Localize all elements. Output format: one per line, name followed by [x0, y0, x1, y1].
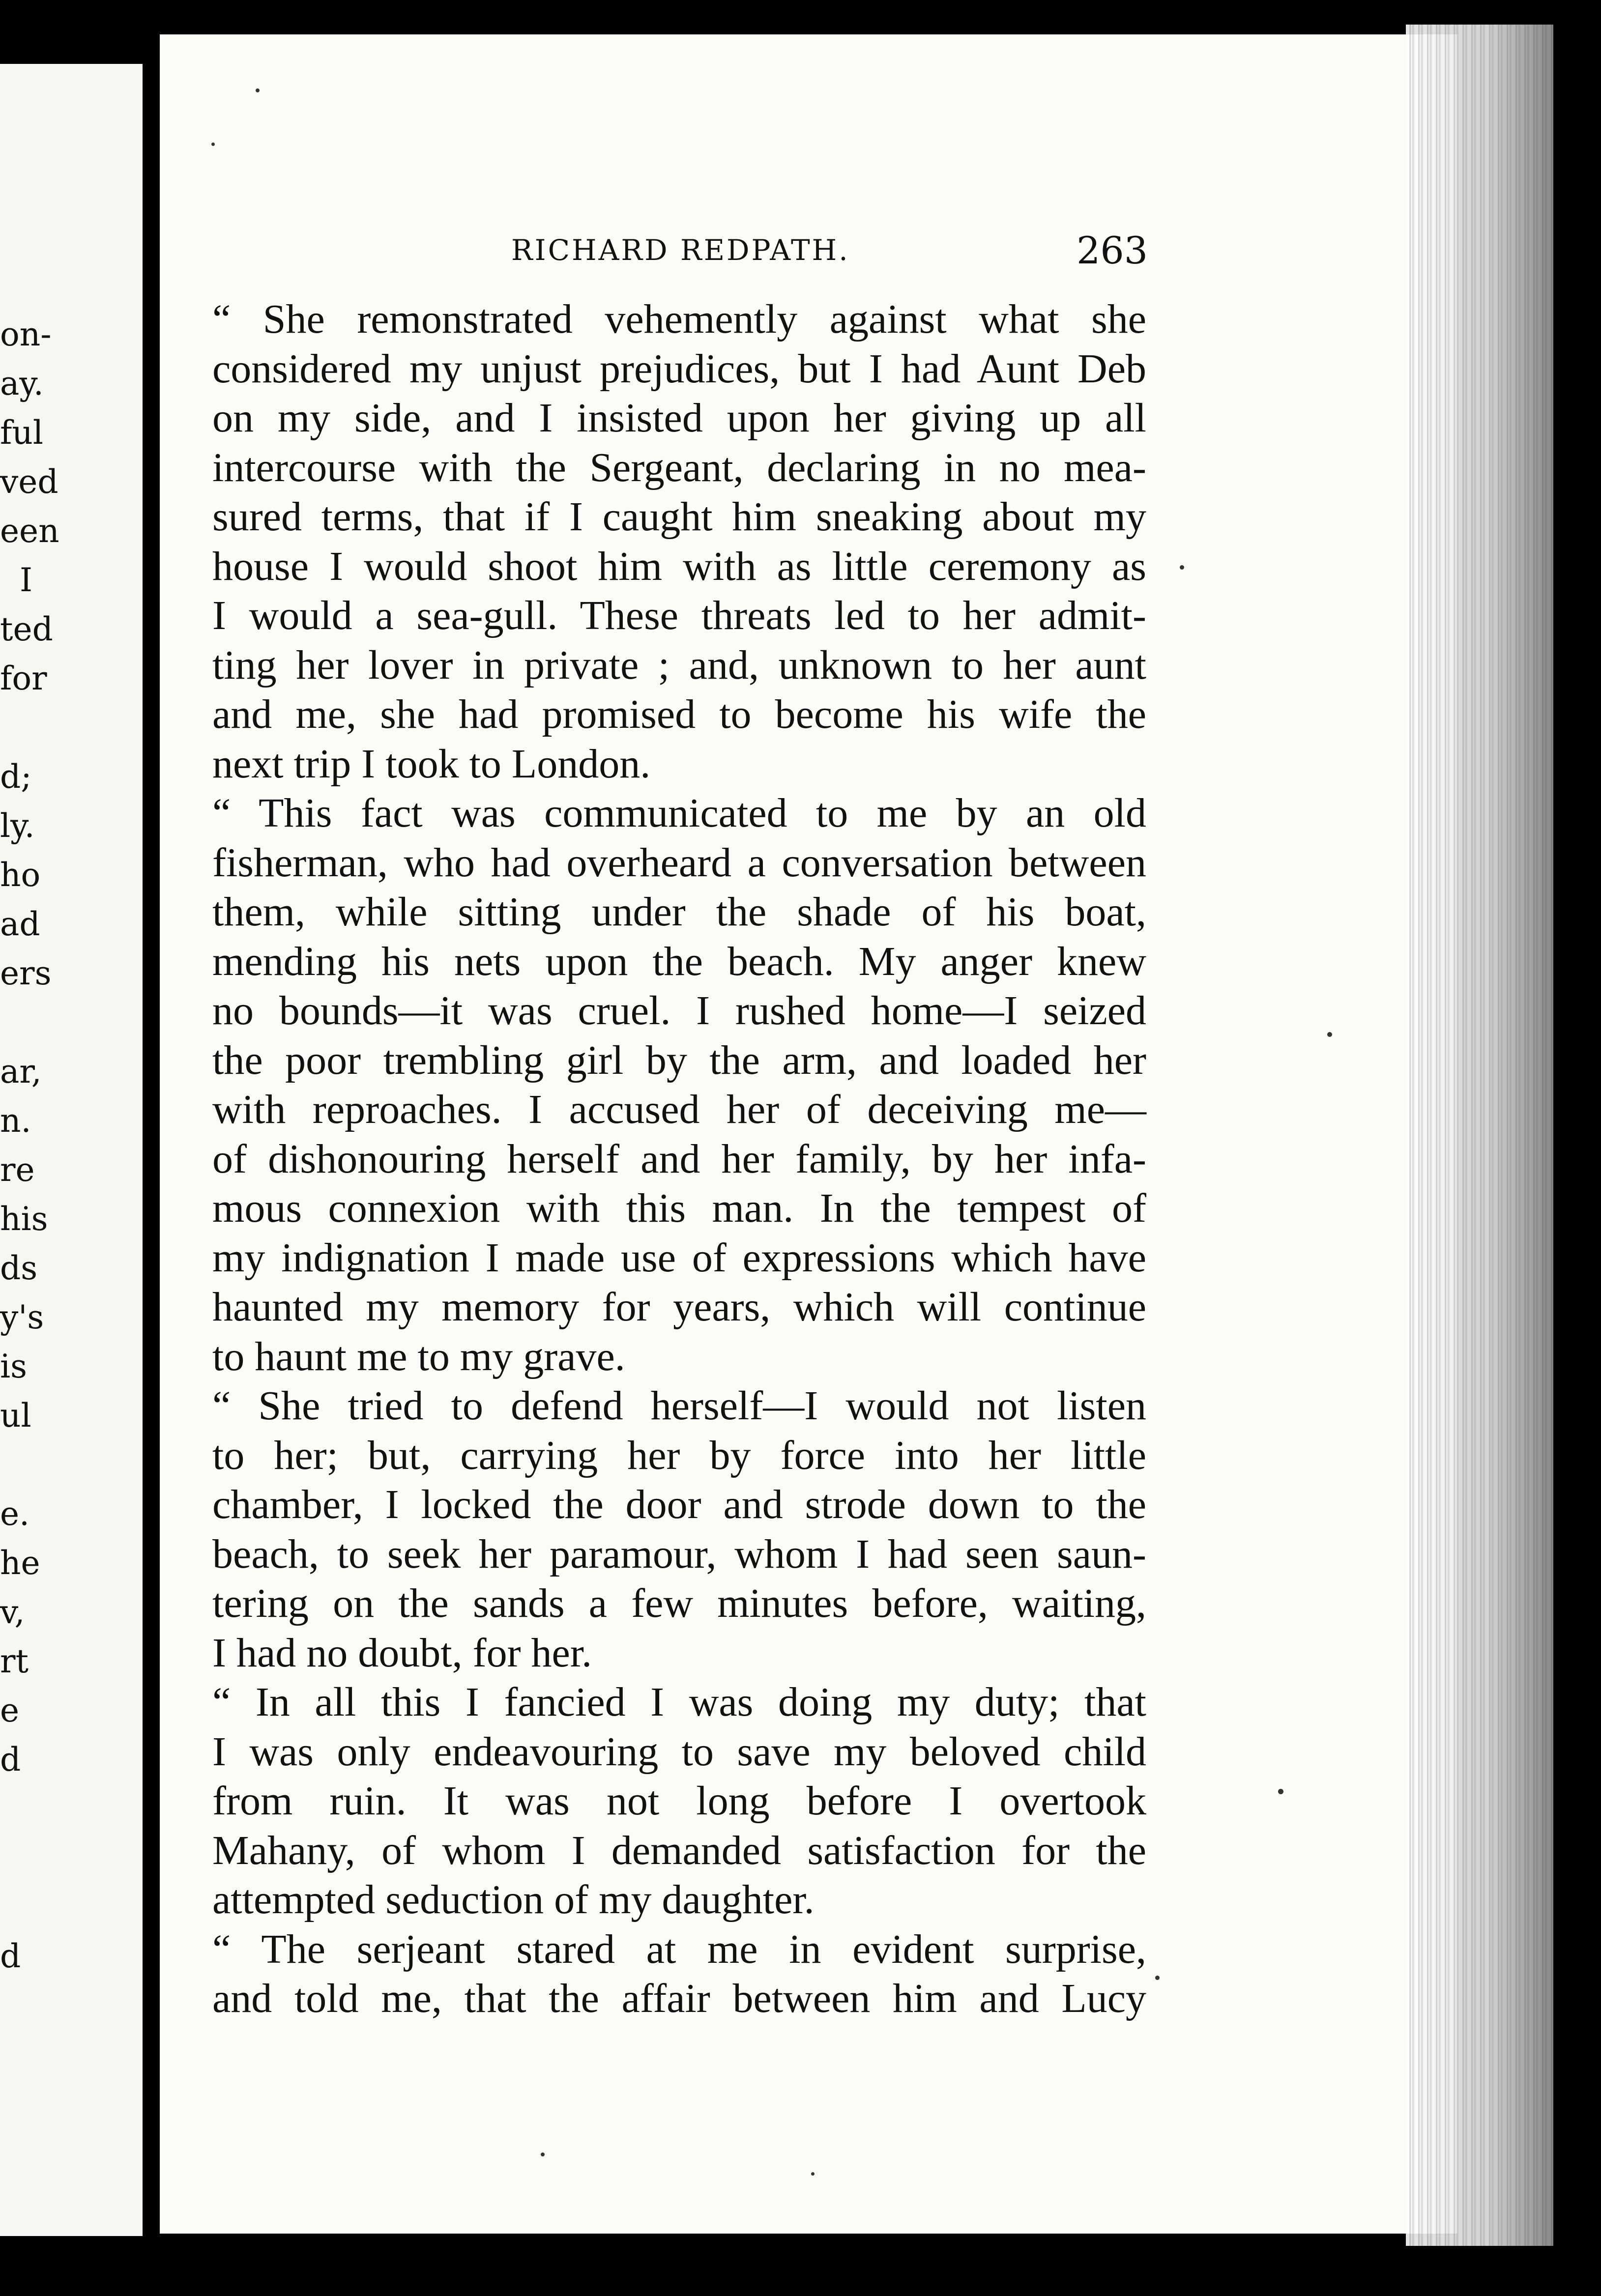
body-text [212, 295, 1146, 2024]
left-fragment: d; [0, 758, 32, 796]
text-line: mending his nets upon the beach. My anger knew [212, 938, 1146, 984]
scan-speck [1327, 1032, 1332, 1037]
text-line: no bounds—it was cruel. I rushed home—I seized [212, 988, 1146, 1033]
text-line: considered my unjust prejudices, but I had Aunt Deb [212, 345, 1146, 392]
left-fragment: ved [0, 463, 58, 501]
text-line: the poor trembling girl by the arm, and loaded her [212, 1037, 1146, 1083]
text-line: fisherman, who had overheard a conversation between [212, 839, 1146, 886]
scan-speck [211, 143, 215, 146]
scan-speck [1278, 1789, 1283, 1794]
left-fragment: ful [0, 414, 44, 452]
left-fragment: on- [0, 316, 52, 353]
scan-speck [541, 2152, 545, 2156]
left-fragment: e. [0, 1495, 30, 1533]
text-line: haunted my memory for years, which will continue [212, 1284, 1146, 1330]
text-line: next trip I took to London. [212, 741, 651, 787]
left-fragment: he [0, 1544, 40, 1582]
text-line: on my side, and I insisted upon her giving up all [212, 395, 1146, 441]
text-line: them, while sitting under the shade of his boat, [212, 889, 1146, 935]
left-fragment: ad [0, 905, 40, 943]
text-line: “ This fact was communicated to me by an old [212, 790, 1146, 836]
left-fragment: n. [0, 1102, 31, 1140]
left-fragment: ers [0, 954, 52, 992]
text-line: of dishonouring herself and her family, by her infa- [212, 1136, 1146, 1182]
scan-speck [811, 2172, 815, 2176]
text-line: to haunt me to my grave. [212, 1333, 625, 1379]
text-line: sured terms, that if I caught him sneaking about my [212, 494, 1146, 540]
left-fragment: v, [0, 1593, 25, 1631]
scan-speck [1180, 565, 1184, 570]
left-fragment: is [0, 1348, 27, 1385]
left-fragment: ul [0, 1397, 31, 1435]
text-line: attempted seduction of my daughter. [212, 1877, 815, 1923]
text-line: my indignation I made use of expressions which have [212, 1234, 1146, 1281]
text-line: with reproaches. I accused her of deceiving me— [212, 1087, 1146, 1132]
page-edges-shadow [1406, 25, 1553, 2246]
left-fragment: I [20, 561, 33, 599]
text-line: chamber, I locked the door and strode down to the [212, 1482, 1146, 1527]
text-line: mous connexion with this man. In the tempest of [212, 1185, 1146, 1231]
left-fragment: y's [0, 1298, 44, 1336]
page-number: 263 [1077, 229, 1148, 272]
text-line: to her; but, carrying her by force into her little [212, 1432, 1146, 1478]
left-fragment: re [0, 1151, 35, 1189]
left-fragment: rt [0, 1642, 29, 1680]
left-fragment: d [0, 1937, 21, 1975]
text-line: “ She tried to defend herself—I would not listen [212, 1383, 1146, 1429]
left-fragment: e [0, 1692, 20, 1729]
text-line: Mahany, of whom I demanded satisfaction for the [212, 1827, 1146, 1873]
text-line: I had no doubt, for her. [212, 1630, 592, 1676]
text-line: from ruin. It was not long before I overtook [212, 1778, 1146, 1824]
running-header: RICHARD REDPATH. [511, 233, 850, 267]
text-line: “ The serjeant stared at me in evident surprise, [212, 1926, 1146, 1972]
left-fragment: his [0, 1200, 48, 1238]
text-line: “ She remonstrated vehemently against what she [212, 296, 1146, 342]
text-line: beach, to seek her paramour, whom I had seen saun- [212, 1531, 1146, 1577]
scan-speck [1155, 1976, 1160, 1980]
left-fragment: ho [0, 856, 41, 894]
text-line: I was only endeavouring to save my beloved child [212, 1728, 1146, 1775]
text-line: intercourse with the Sergeant, declaring in no mea- [212, 444, 1146, 490]
left-fragment: for [0, 660, 47, 697]
text-line: I would a sea-gull. These threats led to her admit- [212, 593, 1146, 638]
facing-page-sliver [0, 64, 143, 2236]
text-line: house I would shoot him with as little ceremony as [212, 543, 1146, 589]
left-fragment: ds [0, 1249, 38, 1287]
left-fragment: een [0, 512, 59, 550]
left-fragment: ay. [0, 365, 44, 402]
left-fragment: ted [0, 610, 53, 648]
text-line: ting her lover in private ; and, unknown to her aunt [212, 642, 1146, 688]
text-line: “ In all this I fancied I was doing my duty; that [212, 1679, 1146, 1725]
text-line: and told me, that the affair between him and Lucy [212, 1976, 1146, 2021]
left-fragment: d [0, 1741, 21, 1779]
left-fragment: ar, [0, 1053, 42, 1091]
text-line: and me, she had promised to become his wife the [212, 691, 1146, 737]
left-fragment: ly. [0, 807, 35, 845]
text-line: tering on the sands a few minutes before, waiting, [212, 1580, 1146, 1626]
scan-speck [256, 88, 260, 92]
